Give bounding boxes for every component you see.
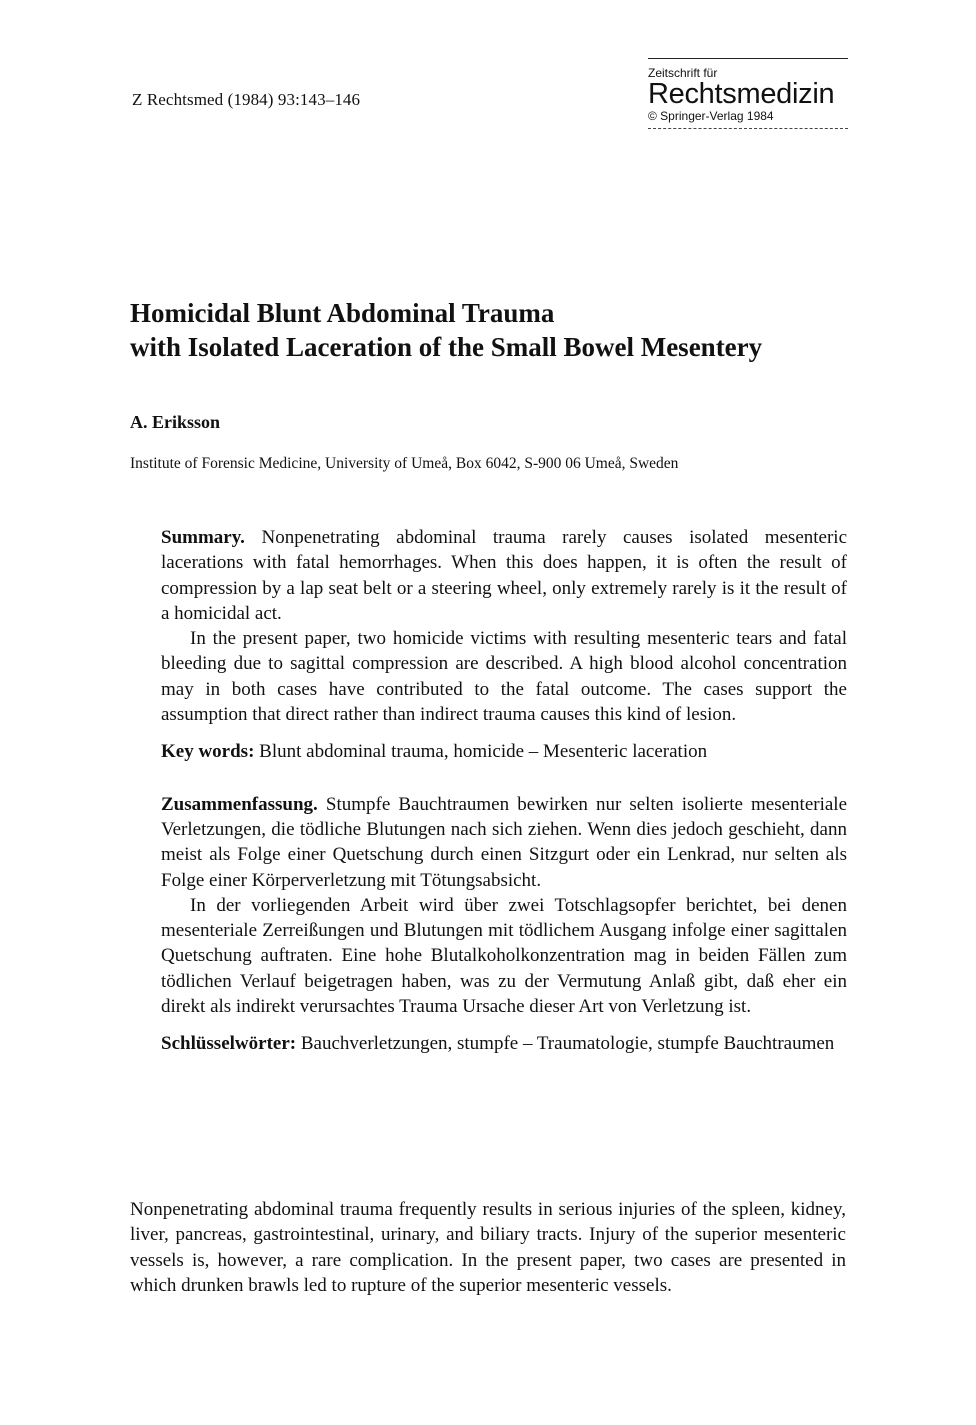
article-title-line-1: Homicidal Blunt Abdominal Trauma — [130, 298, 555, 328]
schluesselwoerter-label: Schlüsselwörter: — [161, 1033, 297, 1055]
keywords-label: Key words: — [161, 741, 255, 763]
zusammenfassung-label: Zusammenfassung. — [161, 793, 318, 815]
summary-paragraph-2: In the present paper, two homicide victims with resulting mesenteric tears and fatal bleeding due to sagittal compression are described. A high blood alcohol concentration may in both cases have contributed to the fatal outcome. The cases support the assumption that direct rather than indirect trauma causes this kind of lesion. — [161, 628, 847, 726]
journal-prefix: Zeitschrift für — [648, 66, 718, 80]
schluesselwoerter-line — [161, 1031, 847, 1056]
abstract-block — [161, 525, 847, 1057]
introduction-paragraph: Nonpenetrating abdominal trauma frequently results in serious injuries of the spleen, kidney, liver, pancreas, gastrointestinal, urinary, and biliary tracts. Injury of the superior mesenteric vessels is, however, a rare complication. In the present paper, two cases are presented in which drunken brawls led to rupture of the superior mesenteric vessels. — [130, 1199, 846, 1296]
journal-citation: Z Rechtsmed (1984) 93:143–146 — [132, 90, 361, 109]
author-name: A. Eriksson — [130, 412, 221, 432]
zusammenfassung-text-1: Stumpfe Bauchtraumen bewirken nur selten isolierte mesenteriale Verletzungen, die tödliche Blutungen nach sich ziehen. Wenn dies jedoch geschieht, dann meist als Folge einer Quetschung durch einen Sitzgurt oder ein Lenkrad, nur selten als Folge einer Körperverletzung mit Tötungsabsicht. — [161, 793, 848, 891]
masthead-bottom-rule — [648, 128, 848, 129]
masthead-top-rule — [648, 58, 848, 59]
summary-label: Summary. — [161, 527, 245, 548]
author-affiliation: Institute of Forensic Medicine, University of Umeå, Box 6042, S-900 06 Umeå, Sweden — [130, 455, 679, 472]
keywords-line — [161, 739, 847, 764]
article-title — [130, 296, 890, 364]
journal-masthead — [648, 58, 848, 129]
journal-name: Rechtsmedizin — [648, 78, 835, 110]
summary-paragraph-1 — [161, 525, 847, 626]
publisher-copyright: © Springer-Verlag 1984 — [648, 109, 774, 123]
article-title-line-2: with Isolated Laceration of the Small Bowel Mesentery — [130, 332, 763, 362]
schluesselwoerter-text: Bauchverletzungen, stumpfe – Traumatologie, stumpfe Bauchtraumen — [300, 1033, 835, 1055]
summary-text-1: Nonpenetrating abdominal trauma rarely causes isolated mesenteric lacerations with fatal hemorrhages. When this does happen, it is often the result of compression by a lap seat belt or a steering wheel, only extremely rarely is it the result of a homicidal act. — [161, 527, 848, 624]
zusammenfassung-paragraph-2: In der vorliegenden Arbeit wird über zwei Totschlagsopfer berichtet, bei denen mesenteriale Zerreißungen und Blutungen mit tödlichem Ausgang infolge einer sagittalen Quetschung auftraten. Eine hohe Blutalkoholkonzentration mag in beiden Fällen zum tödlichen Verlauf beigetragen haben, was zu der Vermutung Anlaß gibt, daß eher ein direkt als indirekt verursachtes Trauma Ursache dieser Art von Verletzung ist. — [161, 894, 847, 1018]
keywords-text: Blunt abdominal trauma, homicide – Mesenteric laceration — [259, 741, 708, 763]
zusammenfassung-paragraph-1 — [161, 792, 847, 893]
